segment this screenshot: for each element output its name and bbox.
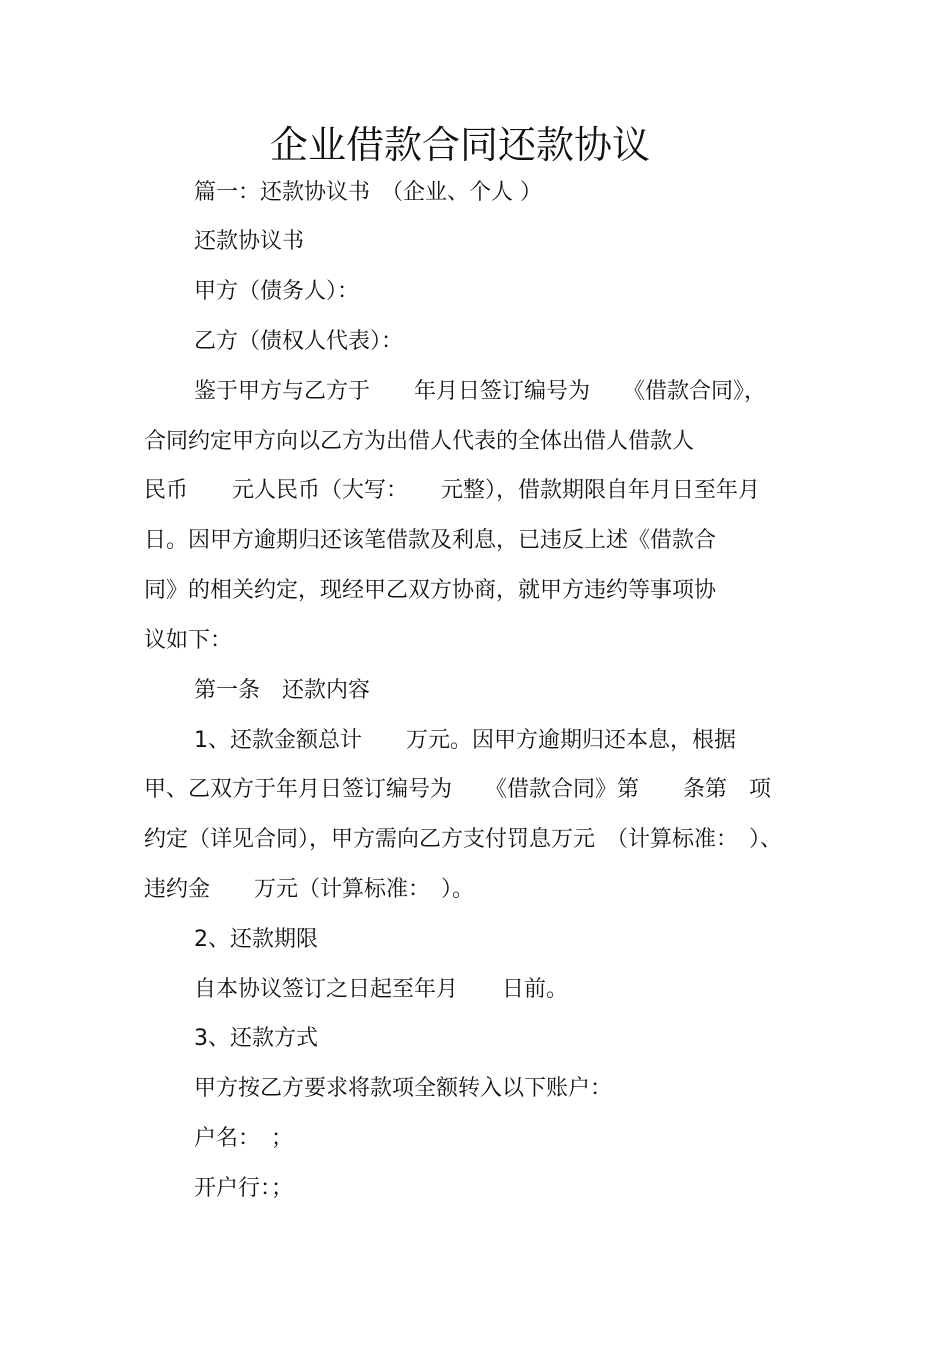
text-line: 开户行：； bbox=[194, 1176, 294, 1201]
text-line: 篇一：还款协议书 （企业、个人 ） bbox=[194, 180, 542, 205]
text-line: 1、还款金额总计 万元。因甲方逾期归还本息，根据 bbox=[194, 728, 736, 753]
text-line: 民币 元人民币（大写： 元整），借款期限自年月日至年月 bbox=[144, 478, 761, 503]
subsection-heading: 3、还款方式 bbox=[194, 1026, 318, 1051]
text-line: 户名： ； bbox=[194, 1126, 294, 1151]
text-line: 甲方按乙方要求将款项全额转入以下账户： bbox=[194, 1076, 613, 1101]
text-line: 自本协议签订之日起至年月 日前。 bbox=[194, 977, 569, 1002]
document-title: 企业借款合同还款协议 bbox=[269, 123, 650, 167]
section-heading: 第一条 还款内容 bbox=[194, 678, 371, 703]
text-line: 还款协议书 bbox=[194, 229, 305, 254]
text-line: 甲方（债务人）： bbox=[194, 279, 360, 304]
text-line: 同》的相关约定，现经甲乙双方协商，就甲方违约等事项协 bbox=[144, 578, 717, 603]
text-line: 日。因甲方逾期归还该笔借款及利息，已违反上述《借款合 bbox=[144, 528, 717, 553]
text-line: 乙方（债权人代表）： bbox=[194, 329, 404, 354]
text-line: 甲、乙双方于年月日签订编号为 《借款合同》第 条第 项 bbox=[144, 777, 772, 802]
text-line: 约定（详见合同），甲方需向乙方支付罚息万元 （计算标准： ）、 bbox=[144, 827, 783, 852]
text-line: 合同约定甲方向以乙方为出借人代表的全体出借人借款人 bbox=[144, 429, 695, 454]
text-line: 鉴于甲方与乙方于 年月日签订编号为 《借款合同》， bbox=[194, 379, 767, 404]
subsection-heading: 2、还款期限 bbox=[194, 927, 318, 952]
text-line: 违约金 万元（计算标准： ）。 bbox=[144, 877, 475, 902]
text-line: 议如下： bbox=[144, 628, 233, 653]
